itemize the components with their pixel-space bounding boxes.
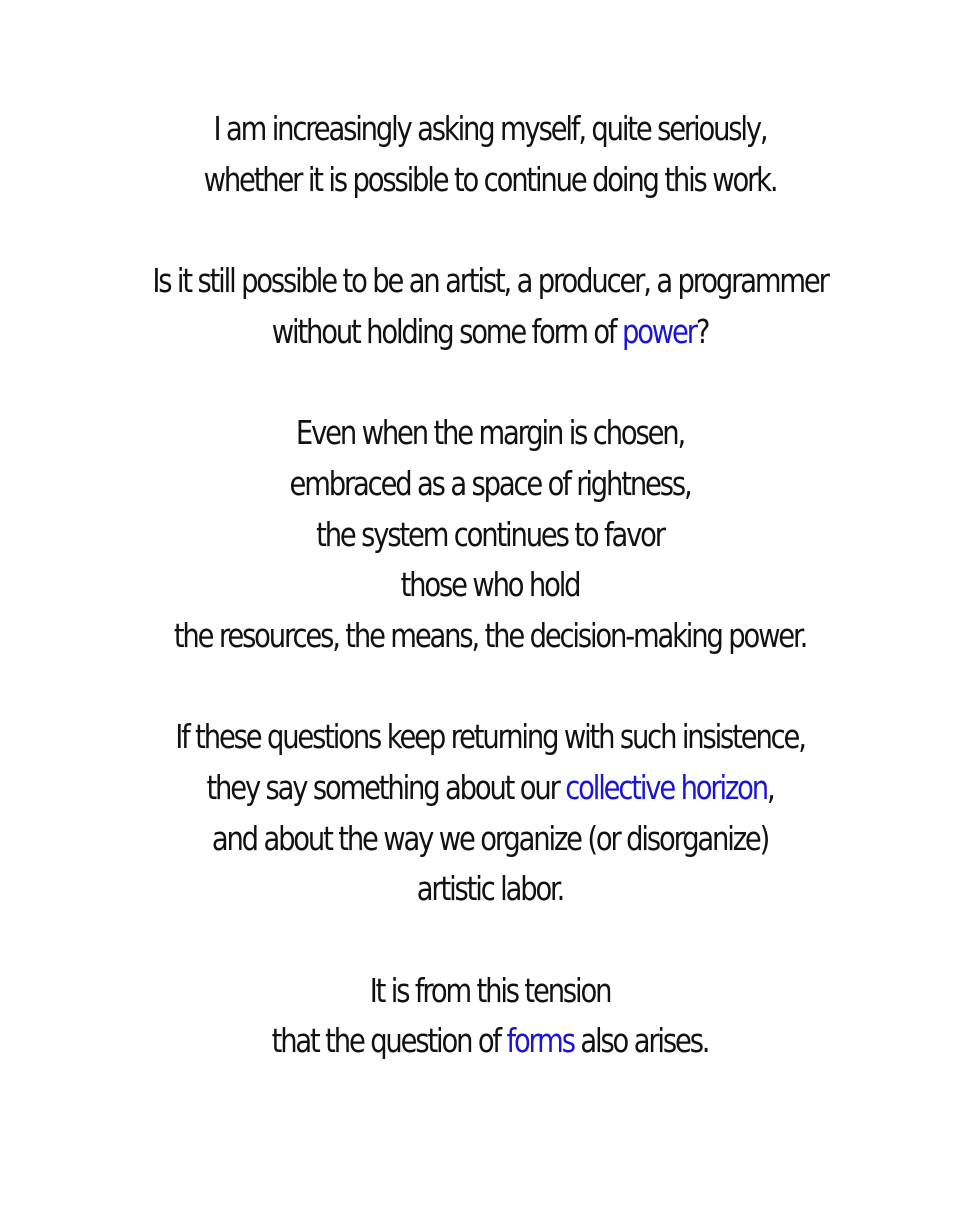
comma: , [766,767,774,807]
paragraph-3-line-1: Even when the margin is chosen, [295,413,685,453]
paragraph-3-line-5: the resources, the means, the decision-making power. [173,615,807,655]
paragraph-3-line-3: the system continues to favor [316,514,664,554]
question-mark: ? [695,311,709,351]
paragraph-4-line-2-text: they say something about our [206,767,566,807]
paragraph-3-line-2: embraced as a space of rightness, [289,463,691,503]
paragraph-3-line-4: those who hold [400,565,580,605]
paragraph-5-line-2 [83,1016,896,1067]
paragraph-2-line-1: Is it still possible to be an artist, a producer, a programmer [152,261,828,301]
paragraph-spacer [83,357,896,408]
paragraph-4 [83,712,896,915]
paragraph-4-line-3: and about the way we organize (or disorganize) [211,818,769,858]
paragraph-5-line-2-text: that the question of [271,1021,507,1061]
paragraph-5 [83,966,896,1067]
paragraph-spacer [83,205,896,256]
paragraph-3 [83,408,896,661]
paragraph-spacer [83,662,896,713]
paragraph-4-line-2 [83,763,896,814]
forms-link[interactable]: forms [506,1021,574,1061]
paragraph-2-line-2-text: without holding some form of [271,311,622,351]
collective-horizon-link[interactable]: collective horizon [565,767,767,807]
paragraph-1-line-2: whether it is possible to continue doing this work. [203,159,777,199]
paragraph-1 [83,104,896,205]
paragraph-4-line-1: If these questions keep returning with such insistence, [175,717,805,757]
power-link[interactable]: power [621,311,696,351]
paragraph-2-line-2 [83,307,896,358]
paragraph-5-line-1: It is from this tension [369,970,611,1010]
text-body [83,104,896,1067]
paragraph-spacer [83,915,896,966]
paragraph-5-line-2-end: also arises. [573,1021,709,1061]
paragraph-1-line-1: I am increasingly asking myself, quite seriously, [213,109,767,148]
paragraph-2 [83,256,896,357]
paragraph-4-line-4: artistic labor. [416,869,564,909]
